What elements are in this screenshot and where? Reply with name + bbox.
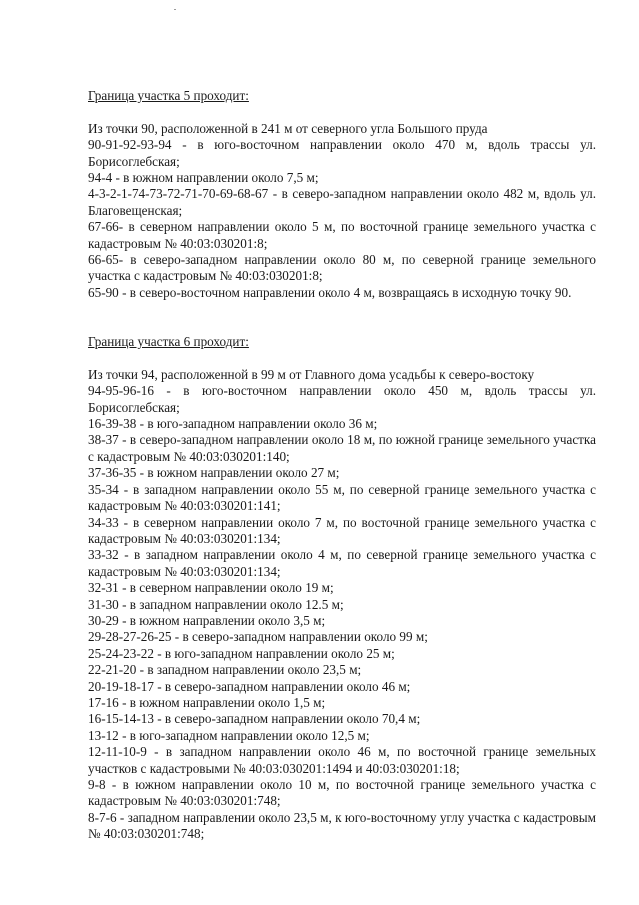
section-5-list: [88, 137, 596, 301]
section-6-item: 13-12 - в юго-западном направлении около 12,5 м;: [88, 727, 370, 743]
section-6-item: 20-19-18-17 - в северо-западном направлении около 46 м;: [88, 678, 411, 694]
section-5-item: 65-90 - в северо-восточном направлении около 4 м, возвращаясь в исходную точку 90.: [88, 284, 572, 300]
section-5-item: 66-65- в северо-западном направлении около 80 м, по северной границе земельного участка с кадастровым № 40:03:030201:8;: [88, 252, 596, 284]
section-6-heading: Граница участка 6 проходит:: [88, 334, 249, 350]
section-6-intro: Из точки 94, расположенной в 99 м от Главного дома усадьбы к северо-востоку: [88, 366, 535, 382]
section-6-item: 33-32 - в западном направлении около 4 м, по северной границе земельного участка с кадастровым № 40:03:030201:134;: [88, 547, 596, 579]
section-6-item: 32-31 - в северном направлении около 19 м;: [88, 580, 334, 596]
scan-speck: [174, 9, 176, 10]
section-5-heading: Граница участка 5 проходит:: [88, 88, 249, 103]
section-6-item: 17-16 - в южном направлении около 1,5 м;: [88, 694, 326, 710]
spacer: [88, 350, 596, 366]
section-6-item: 35-34 - в западном направлении около 55 м, по северной границе земельного участка с кадастровым № 40:03:030201:141;: [88, 481, 596, 514]
section-6-list: [88, 383, 596, 842]
section-6-item: 16-15-14-13 - в северо-западном направлении около 70,4 м;: [88, 711, 421, 727]
section-5-item: 94-4 - в южном направлении около 7,5 м;: [88, 170, 319, 186]
section-6-item: 22-21-20 - в западном направлении около 23,5 м;: [88, 662, 362, 678]
section-5-item: 4-3-2-1-74-73-72-71-70-69-68-67 - в северо-западном направлении около 482 м, вдоль ул. Благовещенская;: [88, 186, 596, 218]
section-6-item: 8-7-6 - западном направлении около 23,5 м, к юго-восточному углу участка с кадастровым № 40:03:030201:748;: [88, 809, 596, 842]
spacer: [88, 318, 596, 334]
section-6-item: 29-28-27-26-25 - в северо-западном направлении около 99 м;: [88, 629, 428, 645]
section-5-item: 90-91-92-93-94 - в юго-восточном направлении около 470 м, вдоль трассы ул. Борисоглебская;: [88, 137, 596, 169]
spacer: [88, 104, 596, 120]
section-5-intro: Из точки 90, расположенной в 241 м от северного угла Большого пруда: [88, 120, 488, 136]
section-6-item: 37-36-35 - в южном направлении около 27 м;: [88, 465, 340, 481]
section-6-item: 12-11-10-9 - в западном направлении около 46 м, по восточной границе земельных участков с кадастровыми № 40:03:030201:1494 и 40:03:030201:18;: [88, 744, 596, 776]
section-6-item: 25-24-23-22 - в юго-западном направлении около 25 м;: [88, 645, 395, 661]
section-6-item: 94-95-96-16 - в юго-восточном направлении около 450 м, вдоль трассы ул. Борисоглебская;: [88, 383, 596, 415]
section-5-item: 67-66- в северном направлении около 5 м, по восточной границе земельного участка с кадастровым № 40:03:030201:8;: [88, 219, 596, 251]
section-6-item: 16-39-38 - в юго-западном направлении около 36 м;: [88, 416, 378, 432]
section-6-item: 9-8 - в южном направлении около 10 м, по восточной границе земельного участка с кадастровым № 40:03:030201:748;: [88, 777, 596, 809]
section-6-item: 34-33 - в северном направлении около 7 м, по восточной границе земельного участка с кадастровым № 40:03:030201:134;: [88, 514, 596, 546]
spacer: [88, 301, 596, 317]
section-6-item: 30-29 - в южном направлении около 3,5 м;: [88, 612, 326, 628]
document-page: [88, 88, 596, 843]
section-6-item: 38-37 - в северо-западном направлении около 18 м, по южной границе земельного участка с кадастровым № 40:03:030201:140;: [88, 432, 596, 464]
section-6-item: 31-30 - в западном направлении около 12.5 м;: [88, 596, 344, 612]
